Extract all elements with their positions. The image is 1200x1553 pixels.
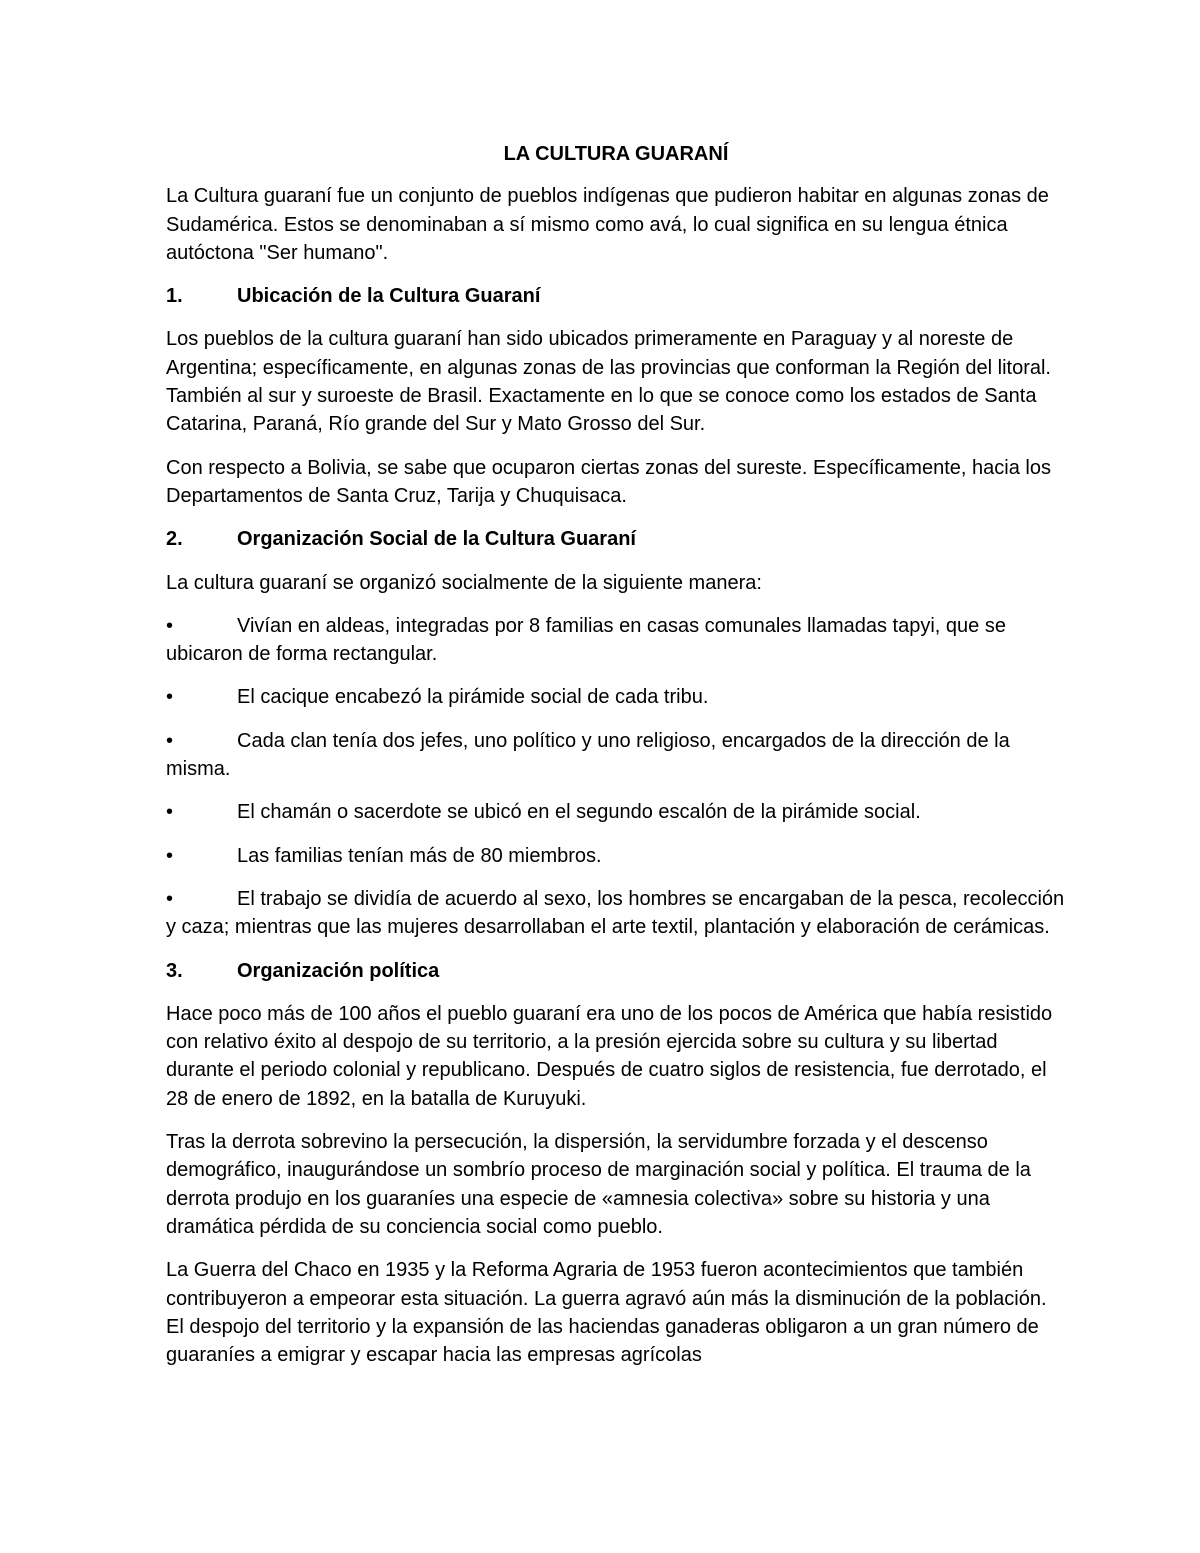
document-title: LA CULTURA GUARANÍ	[503, 143, 729, 165]
bullet-mark: •	[166, 844, 174, 867]
list-item-text: El trabajo se dividía de acuerdo al sexo, los hombres se encargaban de la pesca, recolección y caza; mientras que las mujeres desarrollaban el arte textil, plantación y elaboración de cerámicas.	[166, 887, 1065, 939]
section-heading-organizacion-politica	[166, 957, 1066, 985]
section-title: Ubicación de la Cultura Guaraní	[237, 285, 541, 308]
bullet-mark: •	[166, 729, 174, 752]
section-heading-organizacion-social	[166, 525, 1066, 553]
list-item	[166, 612, 1066, 669]
section-number: 1.	[166, 285, 183, 308]
list-item-text: El chamán o sacerdote se ubicó en el segundo escalón de la pirámide social.	[237, 801, 921, 824]
section-paragraph: Los pueblos de la cultura guaraní han sido ubicados primeramente en Paraguay y al noreste de Argentina; específicamente, en algunas zonas de las provincias que conforman la Región del litoral. También al sur y suroeste de Brasil. Exactamente en lo que se conoce como los estados de Santa Catarina, Paraná, Río grande del Sur y Mato Grosso del Sur.	[166, 328, 1051, 436]
section-number: 3.	[166, 959, 183, 982]
bullet-mark: •	[166, 614, 174, 637]
section-paragraph: Con respecto a Bolivia, se sabe que ocuparon ciertas zonas del sureste. Específicamente, hacia los Departamentos de Santa Cruz, Tarija y Chuquisaca.	[166, 456, 1051, 507]
section-paragraph: Hace poco más de 100 años el pueblo guaraní era uno de los pocos de América que había resistido con relativo éxito al despojo de su territorio, a la presión ejercida sobre su cultura y su libertad durante el periodo colonial y republicano. Después de cuatro siglos de resistencia, fue derrotado, el 28 de enero de 1892, en la batalla de Kuruyuki.	[166, 1002, 1053, 1110]
section-number: 2.	[166, 528, 183, 551]
list-item	[166, 683, 1066, 711]
list-item-text: El cacique encabezó la pirámide social de cada tribu.	[237, 686, 709, 709]
section-title: Organización política	[237, 959, 440, 982]
list-item	[166, 842, 1066, 870]
document-page	[166, 140, 1066, 1384]
bullet-mark: •	[166, 801, 174, 824]
section-title: Organización Social de la Cultura Guaraní	[237, 528, 636, 551]
bullet-mark: •	[166, 887, 174, 910]
intro-paragraph: La Cultura guaraní fue un conjunto de pueblos indígenas que pudieron habitar en algunas zonas de Sudamérica. Estos se denominaban a sí mismo como avá, lo cual significa en su lengua étnica autóctona "Ser humano".	[166, 185, 1049, 264]
list-item	[166, 798, 1066, 826]
list-item-text: Vivían en aldeas, integradas por 8 familias en casas comunales llamadas tapyi, que se ubicaron de forma rectangular.	[166, 614, 1006, 666]
list-item-text: Las familias tenían más de 80 miembros.	[237, 844, 602, 867]
section-lead: La cultura guaraní se organizó socialmente de la siguiente manera:	[166, 571, 762, 594]
section-paragraph: Tras la derrota sobrevino la persecución, la dispersión, la servidumbre forzada y el descenso demográfico, inaugurándose un sombrío proceso de marginación social y política. El trauma de la derrota produjo en los guaraníes una especie de «amnesia colectiva» sobre su historia y una dramática pérdida de su conciencia social como pueblo.	[166, 1131, 1031, 1238]
section-paragraph: La Guerra del Chaco en 1935 y la Reforma Agraria de 1953 fueron acontecimientos que también contribuyeron a empeorar esta situación. La guerra agravó aún más la disminución de la población. El despojo del territorio y la expansión de las haciendas ganaderas obligaron a un gran número de guaraníes a emigrar y escapar hacia las empresas agrícolas	[166, 1259, 1047, 1367]
bullet-mark: •	[166, 686, 174, 709]
list-item	[166, 885, 1066, 942]
list-item-text: Cada clan tenía dos jefes, uno político y uno religioso, encargados de la dirección de la misma.	[166, 729, 1010, 781]
list-item	[166, 727, 1066, 784]
section-heading-ubicacion	[166, 282, 1066, 310]
